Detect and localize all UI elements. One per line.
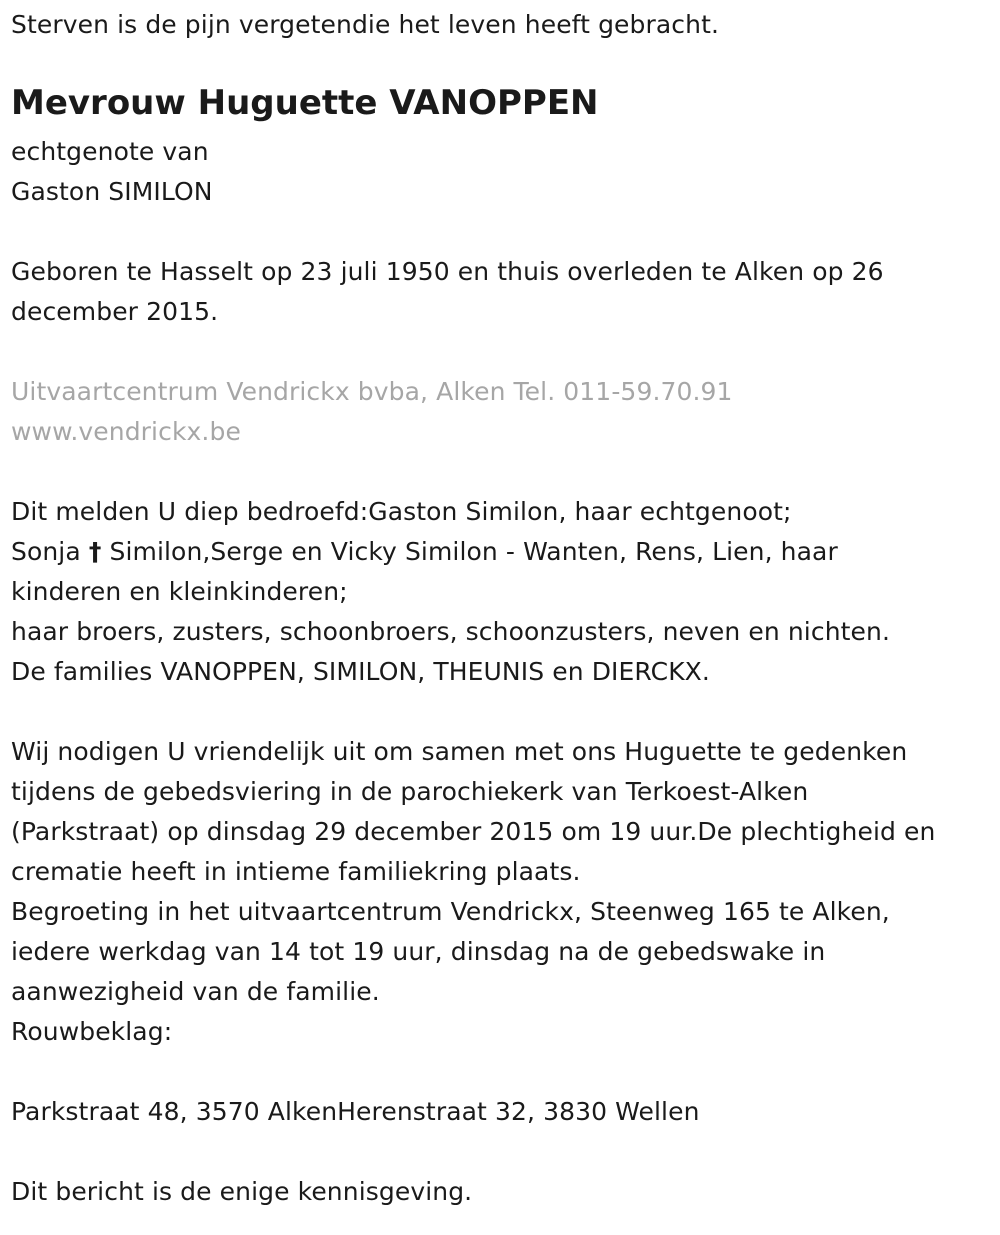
closing-note: Dit bericht is de enige kennisgeving. [11, 1177, 473, 1206]
birth-death-line-2: december 2015. [11, 297, 219, 326]
ceremony-line-7: aanwezigheid van de familie. [11, 977, 380, 1006]
family-line-2-rest: Similon,Serge en Vicky Similon - Wanten, Rens, Lien, haar [109, 537, 838, 566]
funeral-home-line: Uitvaartcentrum Vendrickx bvba, Alken Tel. 011-59.70.91 [11, 377, 733, 406]
ceremony-line-2: tijdens de gebedsviering in de parochiekerk van Terkoest-Alken [11, 777, 809, 806]
ceremony-line-4: crematie heeft in intieme familiekring plaats. [11, 857, 581, 886]
addresses: Parkstraat 48, 3570 AlkenHerenstraat 32, 3830 Wellen [11, 1097, 700, 1126]
family-line-2-start: Sonja [11, 537, 81, 566]
ceremony-line-3: (Parkstraat) op dinsdag 29 december 2015 om 19 uur.De plechtigheid en [11, 817, 936, 846]
family-line-3: kinderen en kleinkinderen; [11, 577, 348, 606]
family-line-2 [11, 532, 1000, 572]
ceremony-line-5: Begroeting in het uitvaartcentrum Vendrickx, Steenweg 165 te Alken, [11, 897, 890, 926]
death-notice [0, 5, 1000, 1212]
ceremony-line-1: Wij nodigen U vriendelijk uit om samen met ons Huguette te gedenken [11, 737, 908, 766]
funeral-home-website: www.vendrickx.be [11, 417, 241, 446]
deceased-name: Mevrouw Huguette VANOPPEN [11, 83, 599, 123]
cross-icon: † [88, 537, 102, 566]
birth-death-line-1: Geboren te Hasselt op 23 juli 1950 en thuis overleden te Alken op 26 [11, 257, 884, 286]
family-line-1: Dit melden U diep bedroefd:Gaston Similon, haar echtgenoot; [11, 497, 792, 526]
quote: Sterven is de pijn vergetendie het leven heeft gebracht. [11, 10, 720, 39]
family-line-5: De families VANOPPEN, SIMILON, THEUNIS en DIERCKX. [11, 657, 710, 686]
family-line-4: haar broers, zusters, schoonbroers, schoonzusters, neven en nichten. [11, 617, 891, 646]
ceremony-line-6: iedere werkdag van 14 tot 19 uur, dinsdag na de gebedswake in [11, 937, 826, 966]
spouse-relation: echtgenote van [11, 137, 209, 166]
spouse-name: Gaston SIMILON [11, 177, 213, 206]
condolences-label: Rouwbeklag: [11, 1017, 173, 1046]
